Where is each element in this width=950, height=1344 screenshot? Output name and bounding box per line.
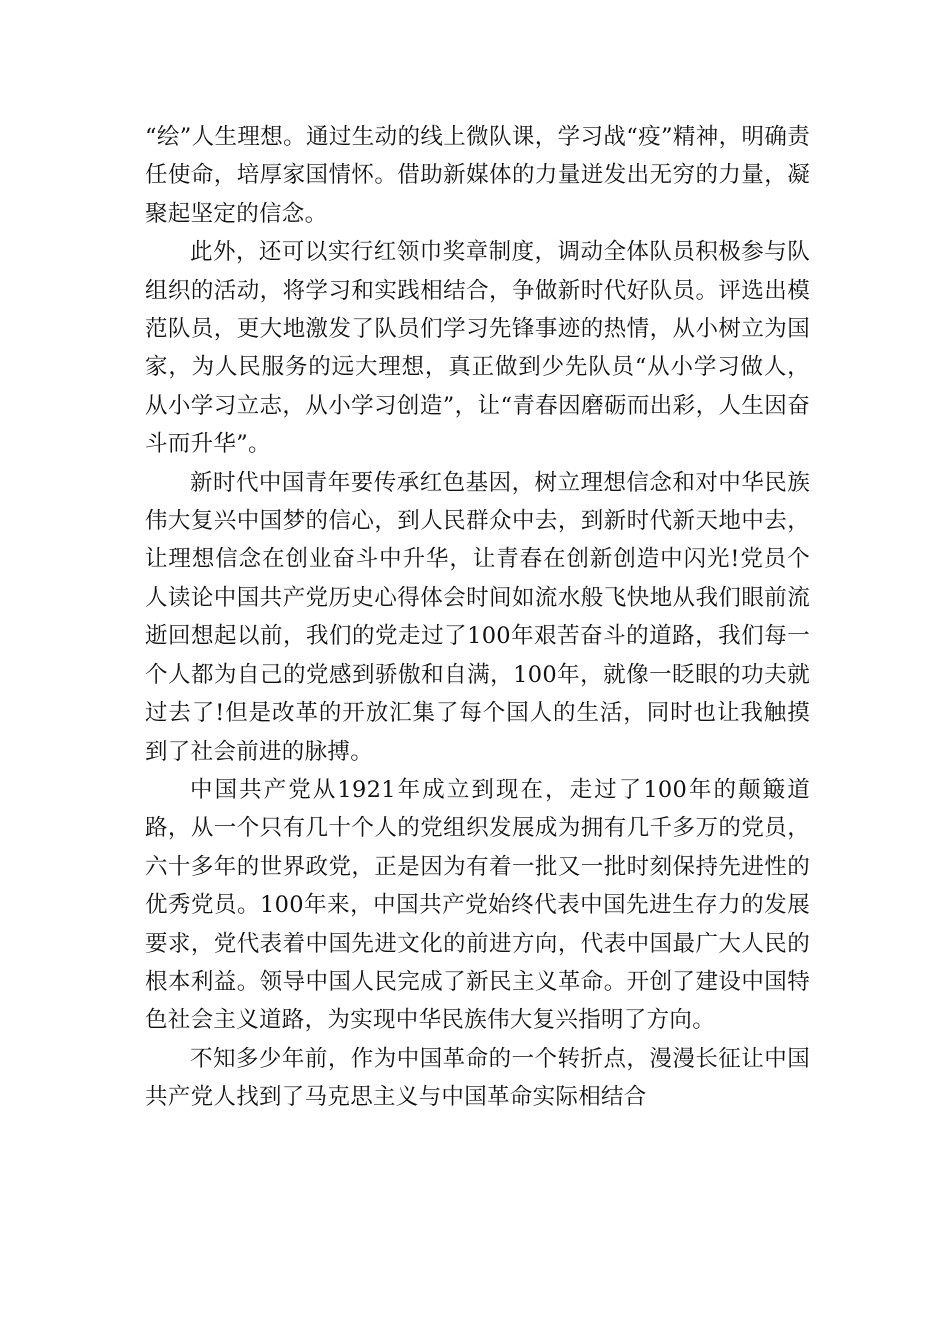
document-body — [145, 118, 810, 1117]
paragraph-1: “绘”人生理想。通过生动的线上微队课，学习战“疫”精神，明确责任使命，培厚家国情怀。借助新媒体的力量迸发出无穷的力量，凝聚起坚定的信念。 — [145, 124, 810, 227]
paragraph-4: 中国共产党从1921年成立到现在，走过了100年的颠簸道路，从一个只有几十个人的党组织发展成为拥有几千多万的党员，六十多年的世界政党，正是因为有着一批又一批时刻保持先进性的优秀党员。100年来，中国共产党始终代表中国先进生存力的发展要求，党代表着中国先进文化的前进方向，代表中国最广大人民的根本利益。领导中国人民完成了新民主义革命。开创了建设中国特色社会主义道路，为实现中华民族伟大复兴指明了方向。 — [145, 776, 810, 1034]
paragraph-5: 不知多少年前，作为中国革命的一个转折点，漫漫长征让中国共产党人找到了马克思主义与中国革命实际相结合 — [145, 1045, 810, 1111]
paragraph-3: 新时代中国青年要传承红色基因，树立理想信念和对中华民族伟大复兴中国梦的信心，到人民群众中去，到新时代新天地中去，让理想信念在创业奋斗中升华，让青春在创新创造中闪光!党员个人读论中国共产党历史心得体会时间如流水般飞快地从我们眼前流逝回想起以前，我们的党走过了100年艰苦奋斗的道路，我们每一个人都为自己的党感到骄傲和自满，100年，就像一眨眼的功夫就过去了!但是改革的开放汇集了每个国人的生活，同时也让我触摸到了社会前进的脉搏。 — [145, 469, 810, 765]
paragraph-2: 此外，还可以实行红领巾奖章制度，调动全体队员积极参与队组织的活动，将学习和实践相结合，争做新时代好队员。评选出模范队员，更大地激发了队员们学习先锋事迹的热情，从小树立为国家，为人民服务的远大理想，真正做到少先队员“从小学习做人，从小学习立志，从小学习创造”，让“青春因磨砺而出彩，人生因奋斗而升华”。 — [145, 239, 810, 458]
